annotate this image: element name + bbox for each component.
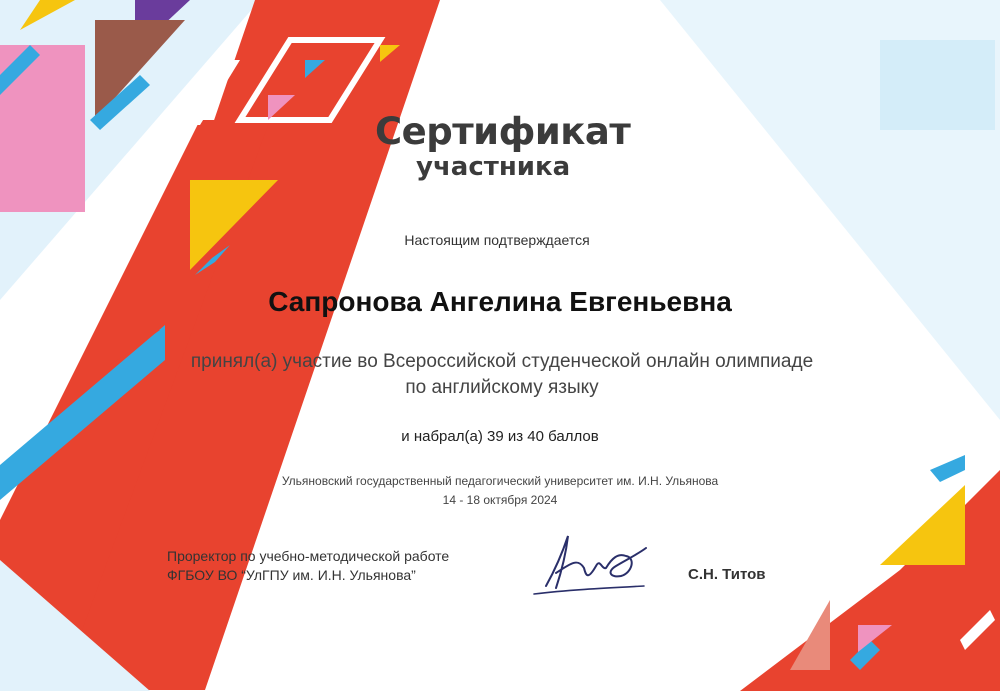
participation-line-1: принял(а) участие во Всероссийской студенческой онлайн олимпиаде [190, 351, 814, 372]
recipient-name: Сапронова Ангелина Евгеньевна [268, 286, 732, 317]
event-dates: 14 - 18 октября 2024 [442, 493, 558, 507]
score-text: и набрал(а) 39 из 40 баллов [401, 428, 599, 445]
hatched-triangle-right [790, 600, 830, 670]
university-name: Ульяновский государственный педагогический университет им. И.Н. Ульянова [281, 474, 719, 488]
handwritten-signature [526, 528, 656, 600]
signer-name: С.Н. Титов [688, 566, 766, 583]
signer-position-line-1: Проректор по учебно-методической работе [167, 548, 450, 564]
participation-line-2: по английскому языку [405, 377, 599, 398]
signer-position-line-2: ФГБОУ ВО “УлГПУ им. И.Н. Ульянова” [167, 567, 416, 583]
light-blue-block-right [880, 40, 995, 130]
certificate-title: Сертификат [375, 110, 631, 153]
certificate-subtitle: участника [416, 152, 571, 182]
confirm-text: Настоящим подтверждается [404, 232, 590, 248]
